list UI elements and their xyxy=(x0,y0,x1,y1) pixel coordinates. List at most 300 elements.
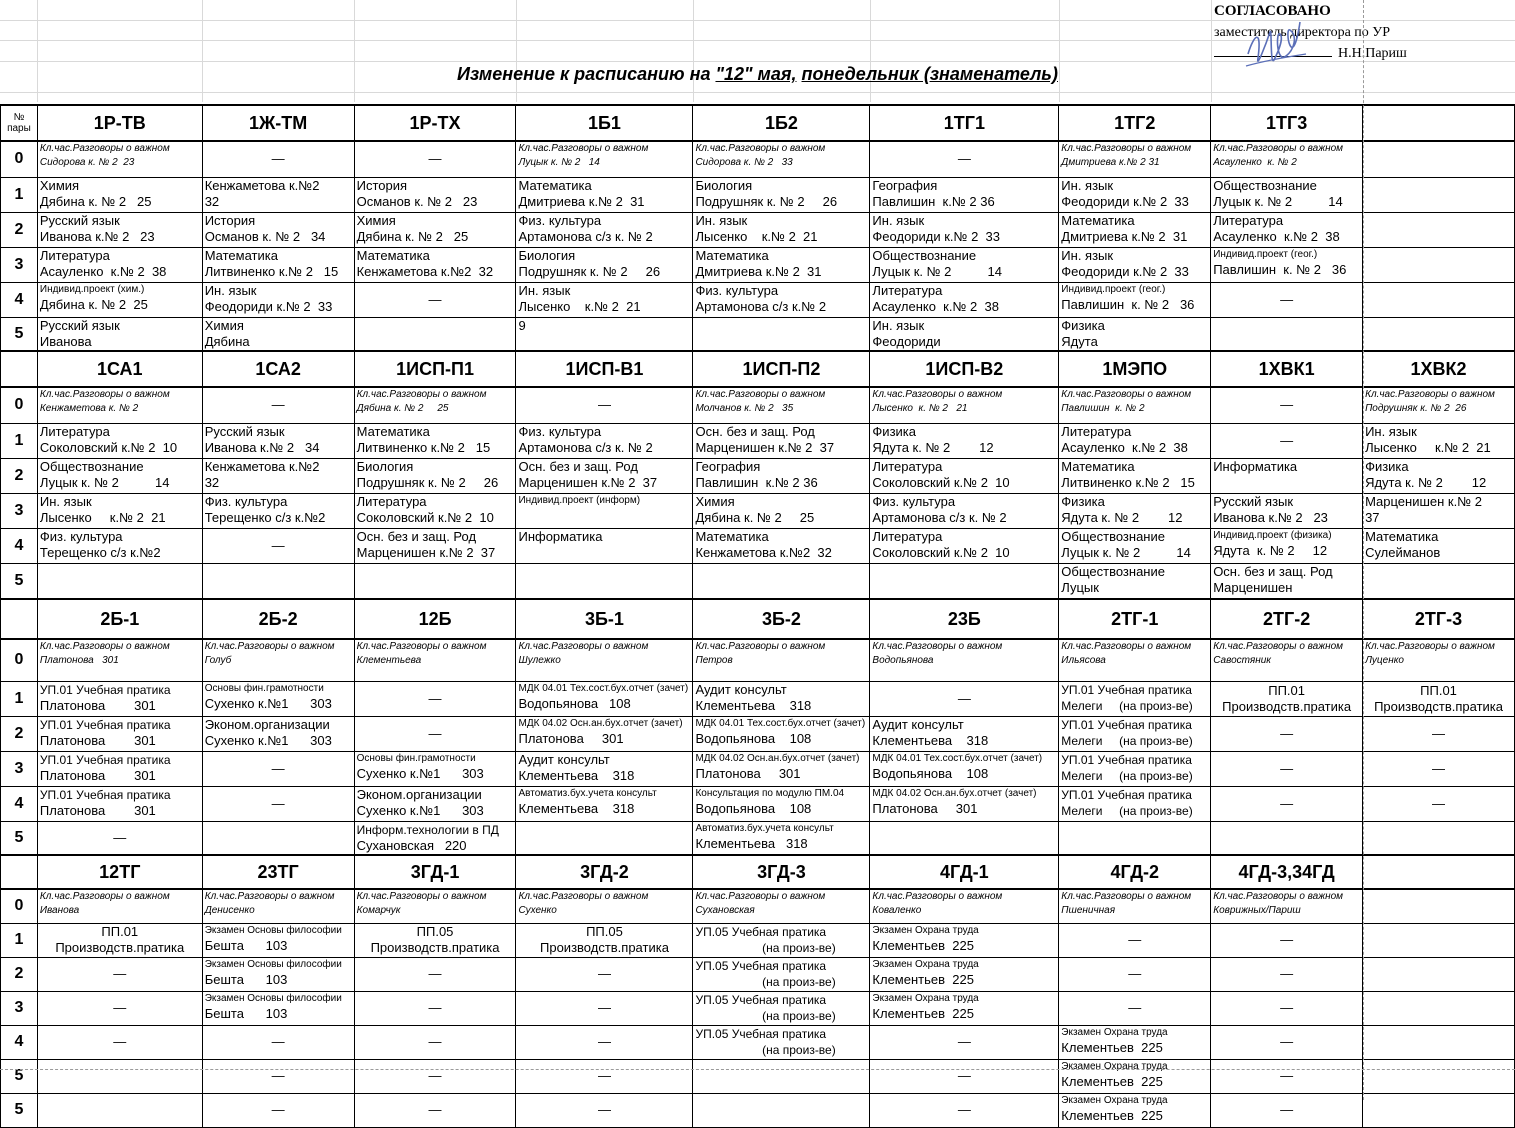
lesson-cell xyxy=(693,1025,870,1059)
lesson-teacher: 37 xyxy=(1365,509,1380,525)
lesson-subject: Русский язык xyxy=(204,423,285,439)
lesson-cell xyxy=(1059,458,1211,493)
lesson-cell: — xyxy=(37,821,202,855)
lesson-subject: Информ.технологии в ПД xyxy=(356,822,499,837)
lesson-subject: Ин. язык xyxy=(695,212,748,228)
lesson-cell xyxy=(1059,563,1211,599)
lesson-cell xyxy=(516,458,693,493)
page-break-horizontal xyxy=(0,1069,1515,1070)
lesson-subject: Индивид.проект (хим.) xyxy=(39,283,145,295)
lesson-subject: Кл.час.Разговоры о важном xyxy=(872,891,1003,902)
lesson-cell xyxy=(516,889,693,923)
lesson-subject: Экзамен Охрана труда xyxy=(1061,1060,1168,1072)
lesson-subject: Биология xyxy=(356,458,414,474)
lesson-cell: — xyxy=(354,991,516,1025)
lesson-teacher: Производств.пратика xyxy=(540,940,669,955)
lesson-subject: УП.01 Учебная пратика xyxy=(39,682,171,697)
lesson-teacher: Павлишин к. № 2 xyxy=(1061,403,1145,414)
pair-number: 4 xyxy=(1,282,38,317)
lesson-cell: — xyxy=(354,282,516,317)
lesson-row xyxy=(1,387,1515,423)
lesson-cell xyxy=(693,563,870,599)
lesson-cell: — xyxy=(516,1059,693,1093)
group-name: 2Б-1 xyxy=(37,599,202,639)
lesson-teacher: Сидорова к. № 2 33 xyxy=(695,157,793,168)
group-name: 1Б1 xyxy=(516,105,693,141)
lesson-subject: Кл.час.Разговоры о важном xyxy=(39,389,170,400)
lesson-cell xyxy=(37,681,202,716)
lesson-teacher: Луцык к. № 2 14 xyxy=(1061,544,1191,560)
lesson-cell xyxy=(1363,991,1515,1025)
lesson-cell xyxy=(37,528,202,563)
group-name: 4ГД-2 xyxy=(1059,855,1211,889)
lesson-cell xyxy=(693,923,870,957)
lesson-subject: УП.01 Учебная пратика xyxy=(1061,752,1192,767)
lesson-cell: — xyxy=(354,141,516,177)
lesson-subject: Кл.час.Разговоры о важном xyxy=(1061,641,1192,652)
lesson-row xyxy=(1,1093,1515,1127)
lesson-teacher: Клементьев 225 xyxy=(1061,1039,1163,1055)
lesson-teacher: Подрушняк к. № 2 26 xyxy=(1365,403,1467,414)
lesson-cell xyxy=(202,282,354,317)
lesson-teacher: Артамонова с/з к. № 2 xyxy=(518,439,653,455)
lesson-teacher: Марценишен к.№ 2 37 xyxy=(518,474,658,490)
lesson-subject: Аудит консульт xyxy=(872,716,964,732)
lesson-cell xyxy=(202,889,354,923)
lesson-subject: МДК 04.01 Тех.сост.бух.отчет (зачет) xyxy=(518,682,689,694)
lesson-cell xyxy=(1211,528,1363,563)
lesson-subject: Физика xyxy=(1061,317,1105,333)
lesson-subject: Экзамен Охрана труда xyxy=(872,958,979,970)
lesson-cell xyxy=(693,247,870,282)
lesson-cell xyxy=(516,681,693,716)
lesson-subject: История xyxy=(204,212,256,228)
lesson-cell xyxy=(870,923,1059,957)
lesson-cell xyxy=(516,821,693,855)
approval-position: заместитель директора по УР xyxy=(1214,25,1390,40)
lesson-row xyxy=(1,681,1515,716)
lesson-subject: Кл.час.Разговоры о важном xyxy=(356,891,487,902)
lesson-teacher: Феодориди к.№ 2 33 xyxy=(204,298,333,314)
lesson-cell xyxy=(693,317,870,351)
group-name: 1СА2 xyxy=(202,351,354,387)
pair-number-header xyxy=(1,855,38,889)
lesson-teacher: Кенжаметова к. № 2 xyxy=(39,403,139,414)
lesson-subject: Ин. язык xyxy=(872,212,925,228)
lesson-cell: — xyxy=(1211,282,1363,317)
lesson-teacher: Водопьянова 108 xyxy=(695,800,812,816)
lesson-cell xyxy=(1363,493,1515,528)
group-name: 4ГД-3,34ГД xyxy=(1211,855,1363,889)
lesson-cell xyxy=(354,821,516,855)
lesson-cell xyxy=(202,177,354,212)
pair-number: 5 xyxy=(1,1093,38,1127)
lesson-teacher: Луцык к. № 2 14 xyxy=(1213,193,1343,209)
lesson-cell: — xyxy=(354,1093,516,1127)
lesson-cell: — xyxy=(1211,923,1363,957)
lesson-teacher: Павлишин к. № 2 36 xyxy=(1061,296,1195,312)
lesson-subject: Кл.час.Разговоры о важном xyxy=(1213,641,1344,652)
lesson-teacher: Клементьева xyxy=(356,655,422,666)
lesson-subject: Кл.час.Разговоры о важном xyxy=(695,143,826,154)
lesson-teacher: Литвиненко к.№ 2 15 xyxy=(204,263,339,279)
lesson-cell xyxy=(1211,563,1363,599)
lesson-cell: — xyxy=(1211,957,1363,991)
lesson-cell xyxy=(37,317,202,351)
lesson-teacher: (на произ-ве) xyxy=(695,974,836,989)
lesson-subject: Экзамен Охрана труда xyxy=(872,992,979,1004)
lesson-subject: Обществознание xyxy=(39,458,144,474)
lesson-cell xyxy=(354,387,516,423)
lesson-row xyxy=(1,751,1515,786)
lesson-row xyxy=(1,247,1515,282)
group-name: 1Ж-ТМ xyxy=(202,105,354,141)
lesson-cell xyxy=(693,991,870,1025)
lesson-teacher: Лысенко к. № 2 21 xyxy=(872,403,968,414)
pair-number: 1 xyxy=(1,423,38,458)
lesson-cell xyxy=(1363,282,1515,317)
lesson-cell xyxy=(1059,141,1211,177)
lesson-cell xyxy=(1059,493,1211,528)
lesson-teacher: Платонова 301 xyxy=(39,697,156,713)
group-header-row xyxy=(1,855,1515,889)
lesson-subject: Математика xyxy=(695,528,769,544)
lesson-cell: — xyxy=(870,1059,1059,1093)
lesson-subject: Кл.час.Разговоры о важном xyxy=(518,641,649,652)
lesson-cell xyxy=(516,493,693,528)
grid-line xyxy=(37,0,38,102)
lesson-cell: — xyxy=(202,141,354,177)
group-name: 1ХВК2 xyxy=(1363,351,1515,387)
lesson-subject: Кл.час.Разговоры о важном xyxy=(518,143,649,154)
lesson-cell xyxy=(1363,1059,1515,1093)
lesson-cell xyxy=(870,212,1059,247)
lesson-teacher: Павлишин к.№ 2 36 xyxy=(695,474,818,490)
lesson-cell xyxy=(693,423,870,458)
lesson-teacher: Иванова к.№ 2 23 xyxy=(1213,509,1328,525)
lesson-subject: География xyxy=(695,458,761,474)
lesson-subject: Аудит консульт xyxy=(518,751,610,767)
lesson-cell: — xyxy=(37,957,202,991)
lesson-teacher: Артамонова с/з к. № 2 xyxy=(518,228,653,244)
lesson-cell xyxy=(693,387,870,423)
lesson-cell xyxy=(870,177,1059,212)
lesson-teacher: Молчанов к. № 2 35 xyxy=(695,403,794,414)
lesson-cell xyxy=(516,423,693,458)
lesson-cell xyxy=(870,957,1059,991)
pair-number: 0 xyxy=(1,639,38,681)
lesson-cell xyxy=(1363,212,1515,247)
lesson-row xyxy=(1,493,1515,528)
lesson-cell xyxy=(516,639,693,681)
lesson-cell xyxy=(37,786,202,821)
lesson-cell xyxy=(870,716,1059,751)
lesson-teacher: Сухенко к.№1 303 xyxy=(356,765,484,781)
lesson-teacher: Сулейманов xyxy=(1365,544,1441,560)
group-header-row xyxy=(1,351,1515,387)
lesson-teacher: (на произ-ве) xyxy=(695,940,836,955)
lesson-subject: Математика xyxy=(204,247,278,263)
lesson-subject: Кл.час.Разговоры о важном xyxy=(872,389,1003,400)
lesson-subject: Эконом.организации xyxy=(204,716,330,732)
lesson-cell xyxy=(1363,1093,1515,1127)
lesson-subject: ПП.01 xyxy=(101,924,139,939)
lesson-teacher: Клементьева 318 xyxy=(695,835,808,851)
pair-number: 1 xyxy=(1,177,38,212)
lesson-subject: Обществознание xyxy=(872,247,977,263)
lesson-teacher: Савостяник xyxy=(1213,655,1271,666)
lesson-teacher: Дябина xyxy=(204,333,250,349)
lesson-cell xyxy=(1211,493,1363,528)
lesson-subject: Литература xyxy=(872,458,943,474)
lesson-cell xyxy=(693,751,870,786)
pair-number: 2 xyxy=(1,212,38,247)
lesson-cell xyxy=(693,889,870,923)
lesson-teacher: Асауленко к.№ 2 38 xyxy=(1213,228,1340,244)
lesson-subject: Кл.час.Разговоры о важном xyxy=(1365,389,1495,400)
lesson-cell: — xyxy=(1059,923,1211,957)
pair-number: 1 xyxy=(1,681,38,716)
lesson-subject: Кл.час.Разговоры о важном xyxy=(518,891,649,902)
lesson-subject: Физ. культура xyxy=(518,212,602,228)
lesson-cell: — xyxy=(202,751,354,786)
lesson-subject: МДК 04.01 Тех.сост.бух.отчет (зачет) xyxy=(695,717,866,729)
lesson-cell xyxy=(1211,639,1363,681)
lesson-teacher: Феодориди к.№ 2 33 xyxy=(1061,193,1189,209)
lesson-cell xyxy=(693,957,870,991)
lesson-subject: Математика xyxy=(695,247,769,263)
lesson-subject: Эконом.организации xyxy=(356,786,482,802)
lesson-cell xyxy=(354,786,516,821)
lesson-teacher: Павлишин к. № 2 36 xyxy=(1213,261,1347,277)
pair-number: 3 xyxy=(1,247,38,282)
lesson-row xyxy=(1,317,1515,351)
lesson-cell xyxy=(354,639,516,681)
lesson-teacher: Клементьев 225 xyxy=(872,937,974,953)
lesson-subject: Кл.час.Разговоры о важном xyxy=(1061,389,1192,400)
lesson-cell: — xyxy=(354,1059,516,1093)
lesson-subject: Математика xyxy=(1365,528,1439,544)
lesson-subject: Кл.час.Разговоры о важном xyxy=(1061,891,1192,902)
lesson-subject: УП.05 Учебная пратика xyxy=(695,1026,827,1041)
lesson-cell xyxy=(37,177,202,212)
pair-number: 2 xyxy=(1,716,38,751)
lesson-subject: Ин. язык xyxy=(518,282,571,298)
lesson-subject: Индивид.проект (геог.) xyxy=(1061,283,1166,295)
lesson-teacher: Соколовский к.№ 2 10 xyxy=(872,544,1010,560)
lesson-teacher: Платонова 301 xyxy=(872,800,978,816)
lesson-cell: — xyxy=(1211,716,1363,751)
lesson-subject: Марценишен к.№ 2 xyxy=(1365,493,1483,509)
lesson-teacher: Дмитриева к.№ 2 31 xyxy=(518,193,645,209)
lesson-teacher: 32 xyxy=(204,193,220,209)
lesson-teacher: Дябина к. № 2 25 xyxy=(39,296,148,312)
lesson-cell: — xyxy=(870,1025,1059,1059)
lesson-cell: — xyxy=(516,1025,693,1059)
lesson-subject: Осн. без и защ. Род xyxy=(695,423,815,439)
lesson-teacher: Клементьева 318 xyxy=(518,800,635,816)
lesson-cell xyxy=(1363,923,1515,957)
lesson-subject: Экзамен Охрана труда xyxy=(1061,1094,1168,1106)
lesson-cell xyxy=(354,528,516,563)
lesson-cell: — xyxy=(354,716,516,751)
lesson-subject: Математика xyxy=(356,423,430,439)
lesson-cell xyxy=(693,493,870,528)
lesson-teacher: Феодориди к.№ 2 33 xyxy=(872,228,1001,244)
lesson-cell: — xyxy=(870,681,1059,716)
lesson-cell xyxy=(1059,387,1211,423)
lesson-subject: ПП.05 xyxy=(586,924,623,939)
lesson-subject: Кл.час.Разговоры о важном xyxy=(39,641,170,652)
lesson-cell xyxy=(1363,423,1515,458)
lesson-cell xyxy=(1211,177,1363,212)
lesson-cell: — xyxy=(516,1093,693,1127)
group-name: 1МЭПО xyxy=(1059,351,1211,387)
lesson-teacher: Пшеничная xyxy=(1061,905,1116,916)
pair-number: 2 xyxy=(1,458,38,493)
lesson-cell: — xyxy=(37,991,202,1025)
lesson-subject: МДК 04.02 Осн.ан.бух.отчет (зачет) xyxy=(872,787,1037,799)
lesson-cell xyxy=(202,639,354,681)
lesson-cell xyxy=(870,528,1059,563)
lesson-teacher: Терещенко с/з к.№2 xyxy=(39,544,161,560)
lesson-cell xyxy=(870,821,1059,855)
group-name: 1ИСП-П2 xyxy=(693,351,870,387)
lesson-cell xyxy=(870,563,1059,599)
group-name: 1ТГ2 xyxy=(1059,105,1211,141)
group-name: 3ГД-3 xyxy=(693,855,870,889)
lesson-cell xyxy=(1059,751,1211,786)
lesson-teacher: Голуб xyxy=(204,655,232,666)
lesson-subject: Основы фин.грамотности xyxy=(204,682,324,694)
lesson-cell: — xyxy=(1363,716,1515,751)
lesson-teacher: Иванова xyxy=(39,333,92,349)
lesson-subject: Кл.час.Разговоры о важном xyxy=(1365,641,1495,652)
lesson-cell xyxy=(1363,957,1515,991)
lesson-teacher: Артамонова с/з к. № 2 xyxy=(872,509,1007,525)
lesson-subject: Кенжаметова к.№2 xyxy=(204,458,320,474)
lesson-subject: Экзамен Основы философии xyxy=(204,958,342,970)
lesson-cell xyxy=(202,716,354,751)
lesson-subject: УП.01 Учебная пратика xyxy=(39,717,171,732)
lesson-teacher: Литвиненко к.№ 2 15 xyxy=(356,439,491,455)
lesson-subject: Консультация по модулю ПМ.04 xyxy=(695,787,845,799)
lesson-subject: УП.05 Учебная пратика xyxy=(695,924,827,939)
lesson-subject: Индивид.проект (физика) xyxy=(1213,529,1332,541)
group-name xyxy=(1363,855,1515,889)
lesson-subject: Кл.час.Разговоры о важном xyxy=(695,389,826,400)
lesson-cell xyxy=(354,458,516,493)
lesson-cell xyxy=(354,247,516,282)
lesson-cell xyxy=(870,493,1059,528)
lesson-cell xyxy=(516,141,693,177)
lesson-cell xyxy=(693,528,870,563)
lesson-teacher: Платонова 301 xyxy=(39,655,119,666)
pair-number-header xyxy=(1,351,38,387)
lesson-row xyxy=(1,212,1515,247)
group-name: 3ГД-2 xyxy=(516,855,693,889)
lesson-cell xyxy=(1363,1025,1515,1059)
lesson-teacher: Ядута к. № 2 12 xyxy=(872,439,994,455)
lesson-cell: — xyxy=(1059,991,1211,1025)
lesson-cell xyxy=(870,423,1059,458)
lesson-teacher: Феодориди к.№ 2 33 xyxy=(1061,263,1189,279)
lesson-teacher: Марценишен к.№ 2 37 xyxy=(356,544,496,560)
lesson-teacher: Бешта 103 xyxy=(204,971,288,987)
lesson-teacher: Луцык к. № 2 14 xyxy=(518,157,600,168)
lesson-cell: — xyxy=(1211,786,1363,821)
group-name: 1ИСП-В2 xyxy=(870,351,1059,387)
lesson-cell xyxy=(354,563,516,599)
lesson-teacher: Коврижных/Париш xyxy=(1213,905,1301,916)
lesson-cell xyxy=(1211,141,1363,177)
lesson-cell xyxy=(37,889,202,923)
group-name: 23ТГ xyxy=(202,855,354,889)
lesson-subject: УП.05 Учебная пратика xyxy=(695,958,827,973)
lesson-cell xyxy=(1059,786,1211,821)
lesson-teacher: Асауленко к.№ 2 38 xyxy=(39,263,167,279)
lesson-teacher: (на произ-ве) xyxy=(695,1008,836,1023)
lesson-cell: — xyxy=(37,1025,202,1059)
lesson-cell xyxy=(870,786,1059,821)
lesson-subject: МДК 04.01 Тех.сост.бух.отчет (зачет) xyxy=(872,752,1043,764)
lesson-teacher: Клементьев 225 xyxy=(1061,1073,1163,1089)
lesson-cell xyxy=(693,1059,870,1093)
lesson-teacher: Дябина к. № 2 25 xyxy=(39,193,152,209)
pair-number: 2 xyxy=(1,957,38,991)
group-name: 3Б-1 xyxy=(516,599,693,639)
lesson-subject: Физика xyxy=(1365,458,1409,474)
lesson-row xyxy=(1,923,1515,957)
lesson-subject: Ин. язык xyxy=(1365,423,1417,439)
approval-name: Н.Н.Париш xyxy=(1338,46,1407,61)
group-name: 23Б xyxy=(870,599,1059,639)
lesson-teacher: Соколовский к.№ 2 10 xyxy=(356,509,494,525)
lesson-cell xyxy=(37,639,202,681)
lesson-cell xyxy=(516,528,693,563)
lesson-subject: Литература xyxy=(39,423,110,439)
lesson-teacher: Терещенко с/з к.№2 xyxy=(204,509,326,525)
lesson-teacher: 32 xyxy=(204,474,220,490)
lesson-cell: — xyxy=(1059,957,1211,991)
lesson-cell xyxy=(870,282,1059,317)
lesson-teacher: Подрушняк к. № 2 26 xyxy=(356,474,499,490)
lesson-row xyxy=(1,141,1515,177)
lesson-cell xyxy=(37,716,202,751)
lesson-cell xyxy=(1211,681,1363,716)
lesson-subject: Математика xyxy=(518,177,592,193)
lesson-cell xyxy=(1059,528,1211,563)
lesson-subject: Физика xyxy=(1061,493,1105,509)
group-name: 1Б2 xyxy=(693,105,870,141)
lesson-subject: Кл.час.Разговоры о важном xyxy=(204,641,335,652)
lesson-cell: — xyxy=(202,528,354,563)
grid-line xyxy=(1211,0,1212,102)
lesson-cell xyxy=(37,563,202,599)
pair-number: 4 xyxy=(1,528,38,563)
lesson-teacher: Дябина к. № 2 25 xyxy=(695,509,815,525)
lesson-cell xyxy=(354,212,516,247)
lesson-subject: Химия xyxy=(356,212,396,228)
lesson-subject: 9 xyxy=(518,317,526,333)
lesson-cell xyxy=(202,493,354,528)
grid-line xyxy=(354,0,355,102)
lesson-cell xyxy=(870,991,1059,1025)
lesson-teacher: Производств.пратика xyxy=(55,940,185,955)
lesson-cell xyxy=(693,177,870,212)
lesson-subject: Русский язык xyxy=(39,317,120,333)
lesson-cell xyxy=(693,716,870,751)
